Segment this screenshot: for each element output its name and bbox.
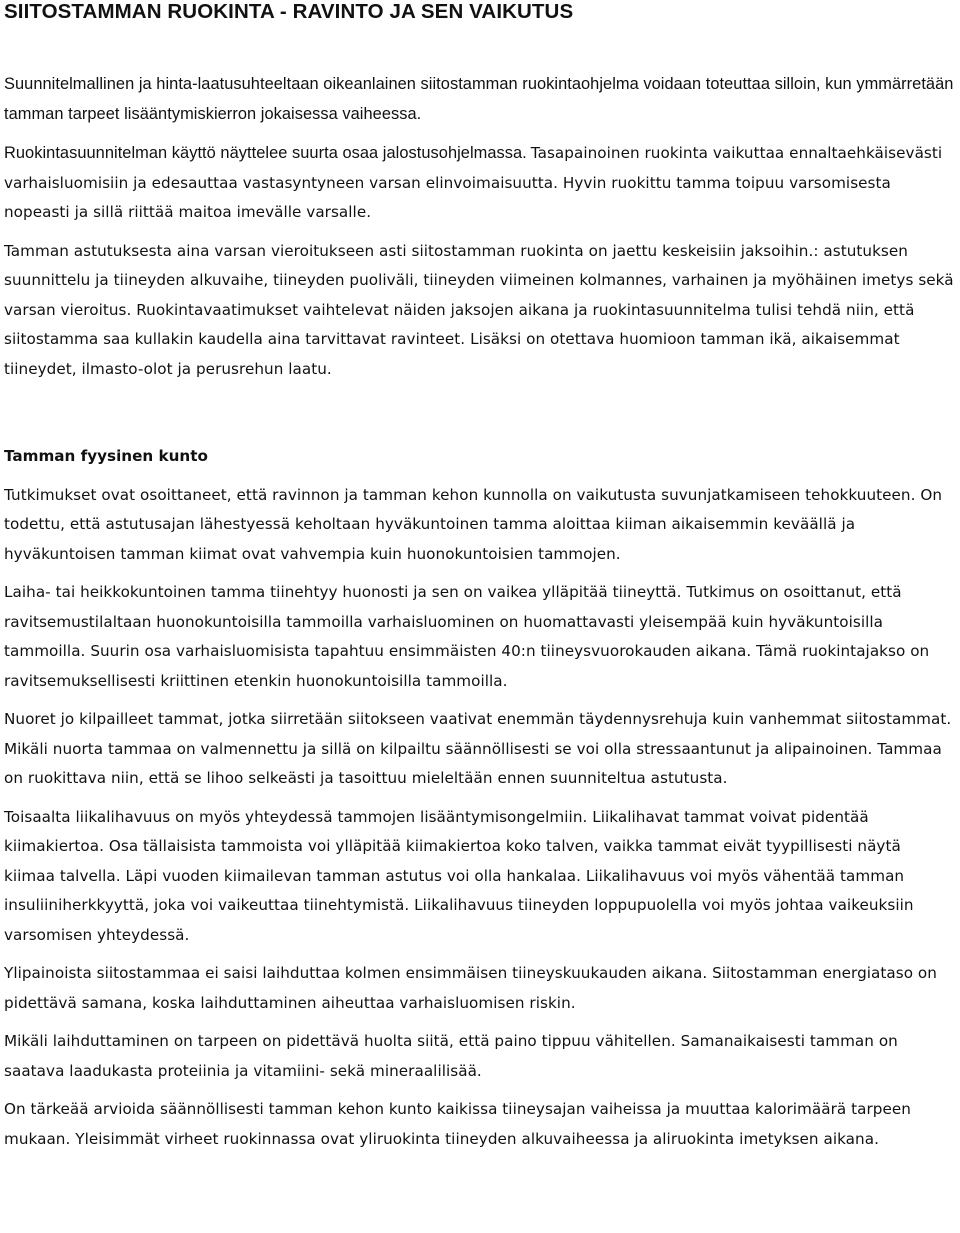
intro-paragraph-3: Tasapainoinen ruokinta vaikuttaa ennaltaehkäisevästi varhaisluomisiin ja edesauttaa vastasyntyneen varsan elinvoimaisuutta. Hyvin ruokittu tamma toipuu varsomisesta nopeasti ja sillä riittää maitoa imevälle varsalle. — [4, 144, 943, 221]
section-paragraph-4: Toisaalta liikalihavuus on myös yhteydessä tammojen lisääntymisongelmiin. Liikalihavat tammat voivat pidentää kiimakiertoa. Osa tällaisista tammoista voi ylläpitää kiimakiertoa koko talven, vaikka tammat eivät tyypillisesti näytä kiimaa talvella. Läpi vuoden kiimailevan tamman astutus voi olla hankalaa. Liikalihavuus voi myös vähentää tamman insuliiniherkkyyttä, joka voi vaikeuttaa tiinehtymistä. Liikalihavuus tiineyden loppupuolella voi myös johtaa vaikeuksiin varsomisen yhteydessä. — [4, 807, 914, 944]
intro-paragraph-4: Tamman astutuksesta aina varsan vieroitukseen asti siitostamman ruokinta on jaettu keskeisiin jaksoihin.: astutuksen suunnittelu ja tiineyden alkuvaihe, tiineyden puoliväli, tiineyden viimeinen kolmannes, varhainen ja myöhäinen imetys sekä varsan vieroitus. Ruokintavaatimukset vaihtelevat näiden jaksojen aikana ja ruokintasuunnitelma tulisi tehdä niin, että siitostamma saa kullakin kaudella aina tarvittavat ravinteet. Lisäksi on otettava huomioon tamman ikä, aikaisemmat tiineydet, ilmasto-olot ja perusrehun laatu. — [4, 241, 954, 378]
section-heading: Tamman fyysinen kunto — [4, 447, 208, 465]
section-paragraph-5: Ylipainoista siitostammaa ei saisi laihduttaa kolmen ensimmäisen tiineyskuukauden aikana. Siitostamman energiataso on pidettävä samana, koska laihduttaminen aiheuttaa varhaisluomisen riskin. — [4, 964, 937, 1012]
intro-paragraph-2: Ruokintasuunnitelman käyttö näyttelee suurta osaa jalostusohjelmassa. — [4, 144, 527, 162]
document-title: SIITOSTAMMAN RUOKINTA - RAVINTO JA SEN VAIKUTUS — [4, 0, 574, 23]
section-paragraph-6: Mikäli laihduttaminen on tarpeen on pidettävä huolta siitä, että paino tippuu vähitellen. Samanaikaisesti tamman on saatava laadukasta proteiinia ja vitamiini- sekä mineraalilisää. — [4, 1032, 898, 1080]
section-paragraph-2: Laiha- tai heikkokuntoinen tamma tiinehtyy huonosti ja sen on vaikea ylläpitää tiineyttä. Tutkimus on osoittanut, että ravitsemustilaltaan huonokuntoisilla tammoilla varhaisluominen on huomattavasti yleisempää kuin hyväkuntoisilla tammoilla. Suurin osa varhaisluomisista tapahtuu ensimmäisten 40:n tiineysvuorokauden aikana. Tämä ruokintajakso on ravitsemuksellisesti kriittinen etenkin huonokuntoisilla tammoilla. — [4, 583, 930, 690]
intro-paragraph-1: Suunnitelmallinen ja hinta-laatusuhteeltaan oikeanlainen siitostamman ruokintaohjelma voidaan toteuttaa silloin, kun ymmärretään tamman tarpeet lisääntymiskierron jokaisessa vaiheessa. — [4, 75, 954, 123]
section-paragraph-3: Nuoret jo kilpailleet tammat, jotka siirretään siitokseen vaativat enemmän täydennysrehuja kuin vanhemmat siitostammat. Mikäli nuorta tammaa on valmennettu ja sillä on kilpailtu säännöllisesti se voi olla stressaantunut ja alipainoinen. Tammaa on ruokittava niin, että se lihoo selkeästi ja tasoittuu mieleltään ennen suunniteltua astutusta. — [4, 710, 952, 787]
section-paragraph-1: Tutkimukset ovat osoittaneet, että ravinnon ja tamman kehon kunnolla on vaikutusta suvunjatkamiseen tehokkuuteen. On todettu, että astutusajan lähestyessä keholtaan hyväkuntoinen tamma aloittaa kiiman aikaisemmin keväällä ja hyväkuntoisen tamman kiimat ovat vahvempia kuin huonokuntoisien tammojen. — [4, 485, 943, 563]
section-paragraph-7: On tärkeää arvioida säännöllisesti tamman kehon kunto kaikissa tiineysajan vaiheissa ja muuttaa kalorimäärä tarpeen mukaan. Yleisimmät virheet ruokinnassa ovat yliruokinta tiineyden alkuvaiheessa ja aliruokinta imetyksen aikana. — [4, 1100, 911, 1148]
document-page — [4, 0, 954, 1154]
